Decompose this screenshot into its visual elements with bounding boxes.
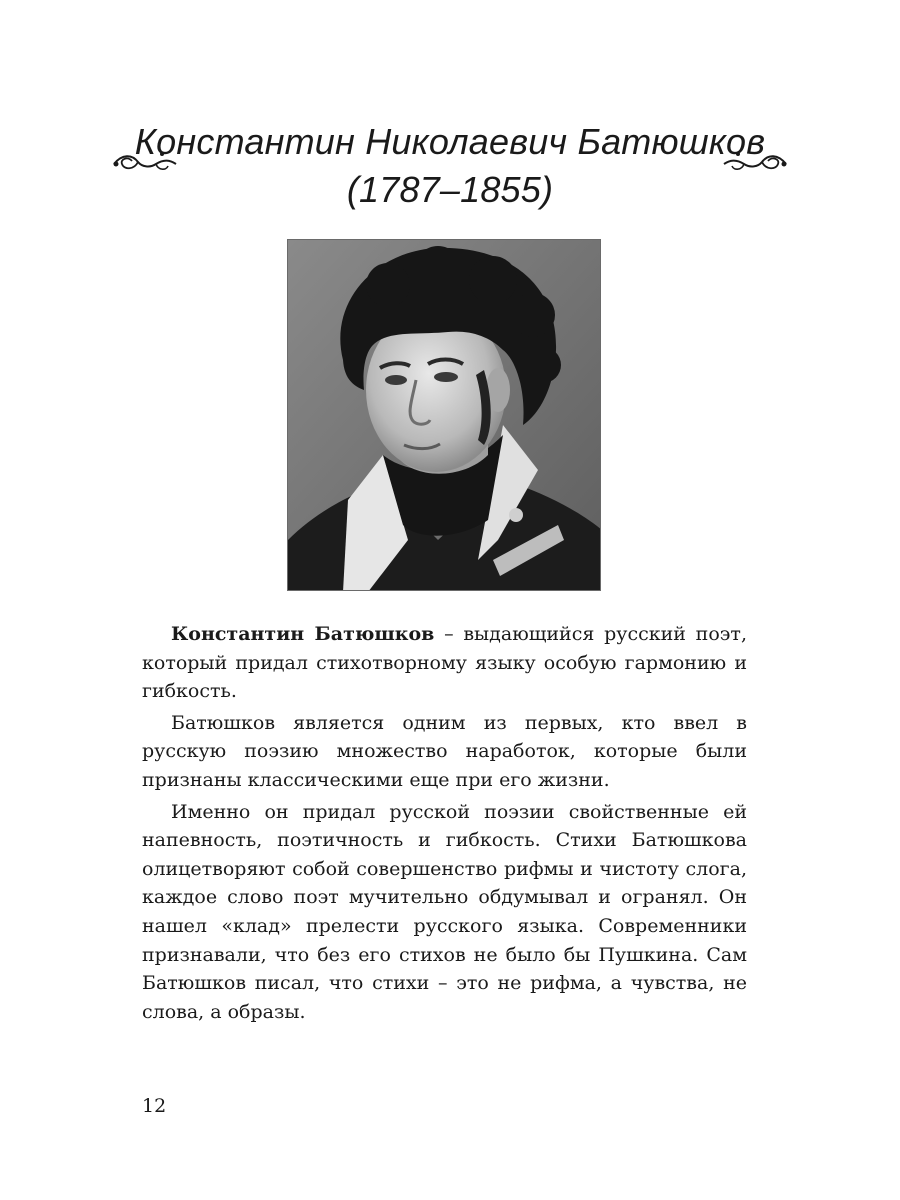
title-name: Константин Николаевич Батюшков [134, 121, 766, 162]
page-number: 12 [142, 1095, 167, 1117]
article-body [142, 620, 747, 1029]
paragraph-3 [142, 798, 747, 1027]
paragraph-text: Батюшков является одним из первых, кто ввел в русскую поэзию множество наработок, которые были признаны классическими еще при его жизни. [142, 711, 747, 791]
title-years: (1787–1855) [346, 169, 554, 210]
paragraph-1 [142, 620, 747, 706]
portrait-icon [288, 240, 601, 591]
paragraph-lead: Константин Батюшков [171, 623, 435, 645]
page-title [100, 118, 800, 214]
portrait-image [287, 239, 601, 591]
paragraph-text: – выдающийся русский поэт, который придал стихотворному языку особую гармонию и гибкость. [142, 623, 747, 703]
paragraph-2 [142, 709, 747, 795]
paragraph-text: Именно он придал русской поэзии свойственные ей напевность, поэтичность и гибкость. Стихи Батюшкова олицетворяют собой совершенство рифмы и чистоту слога, каждое слово поэт мучительно обдумывал и огранял. Он нашел «клад» прелести русского языка. Современники признавали, что без его стихов не было бы Пушкина. Сам Батюшков писал, что стихи – это не рифма, а чувства, не слова, а образы. [142, 800, 747, 1023]
